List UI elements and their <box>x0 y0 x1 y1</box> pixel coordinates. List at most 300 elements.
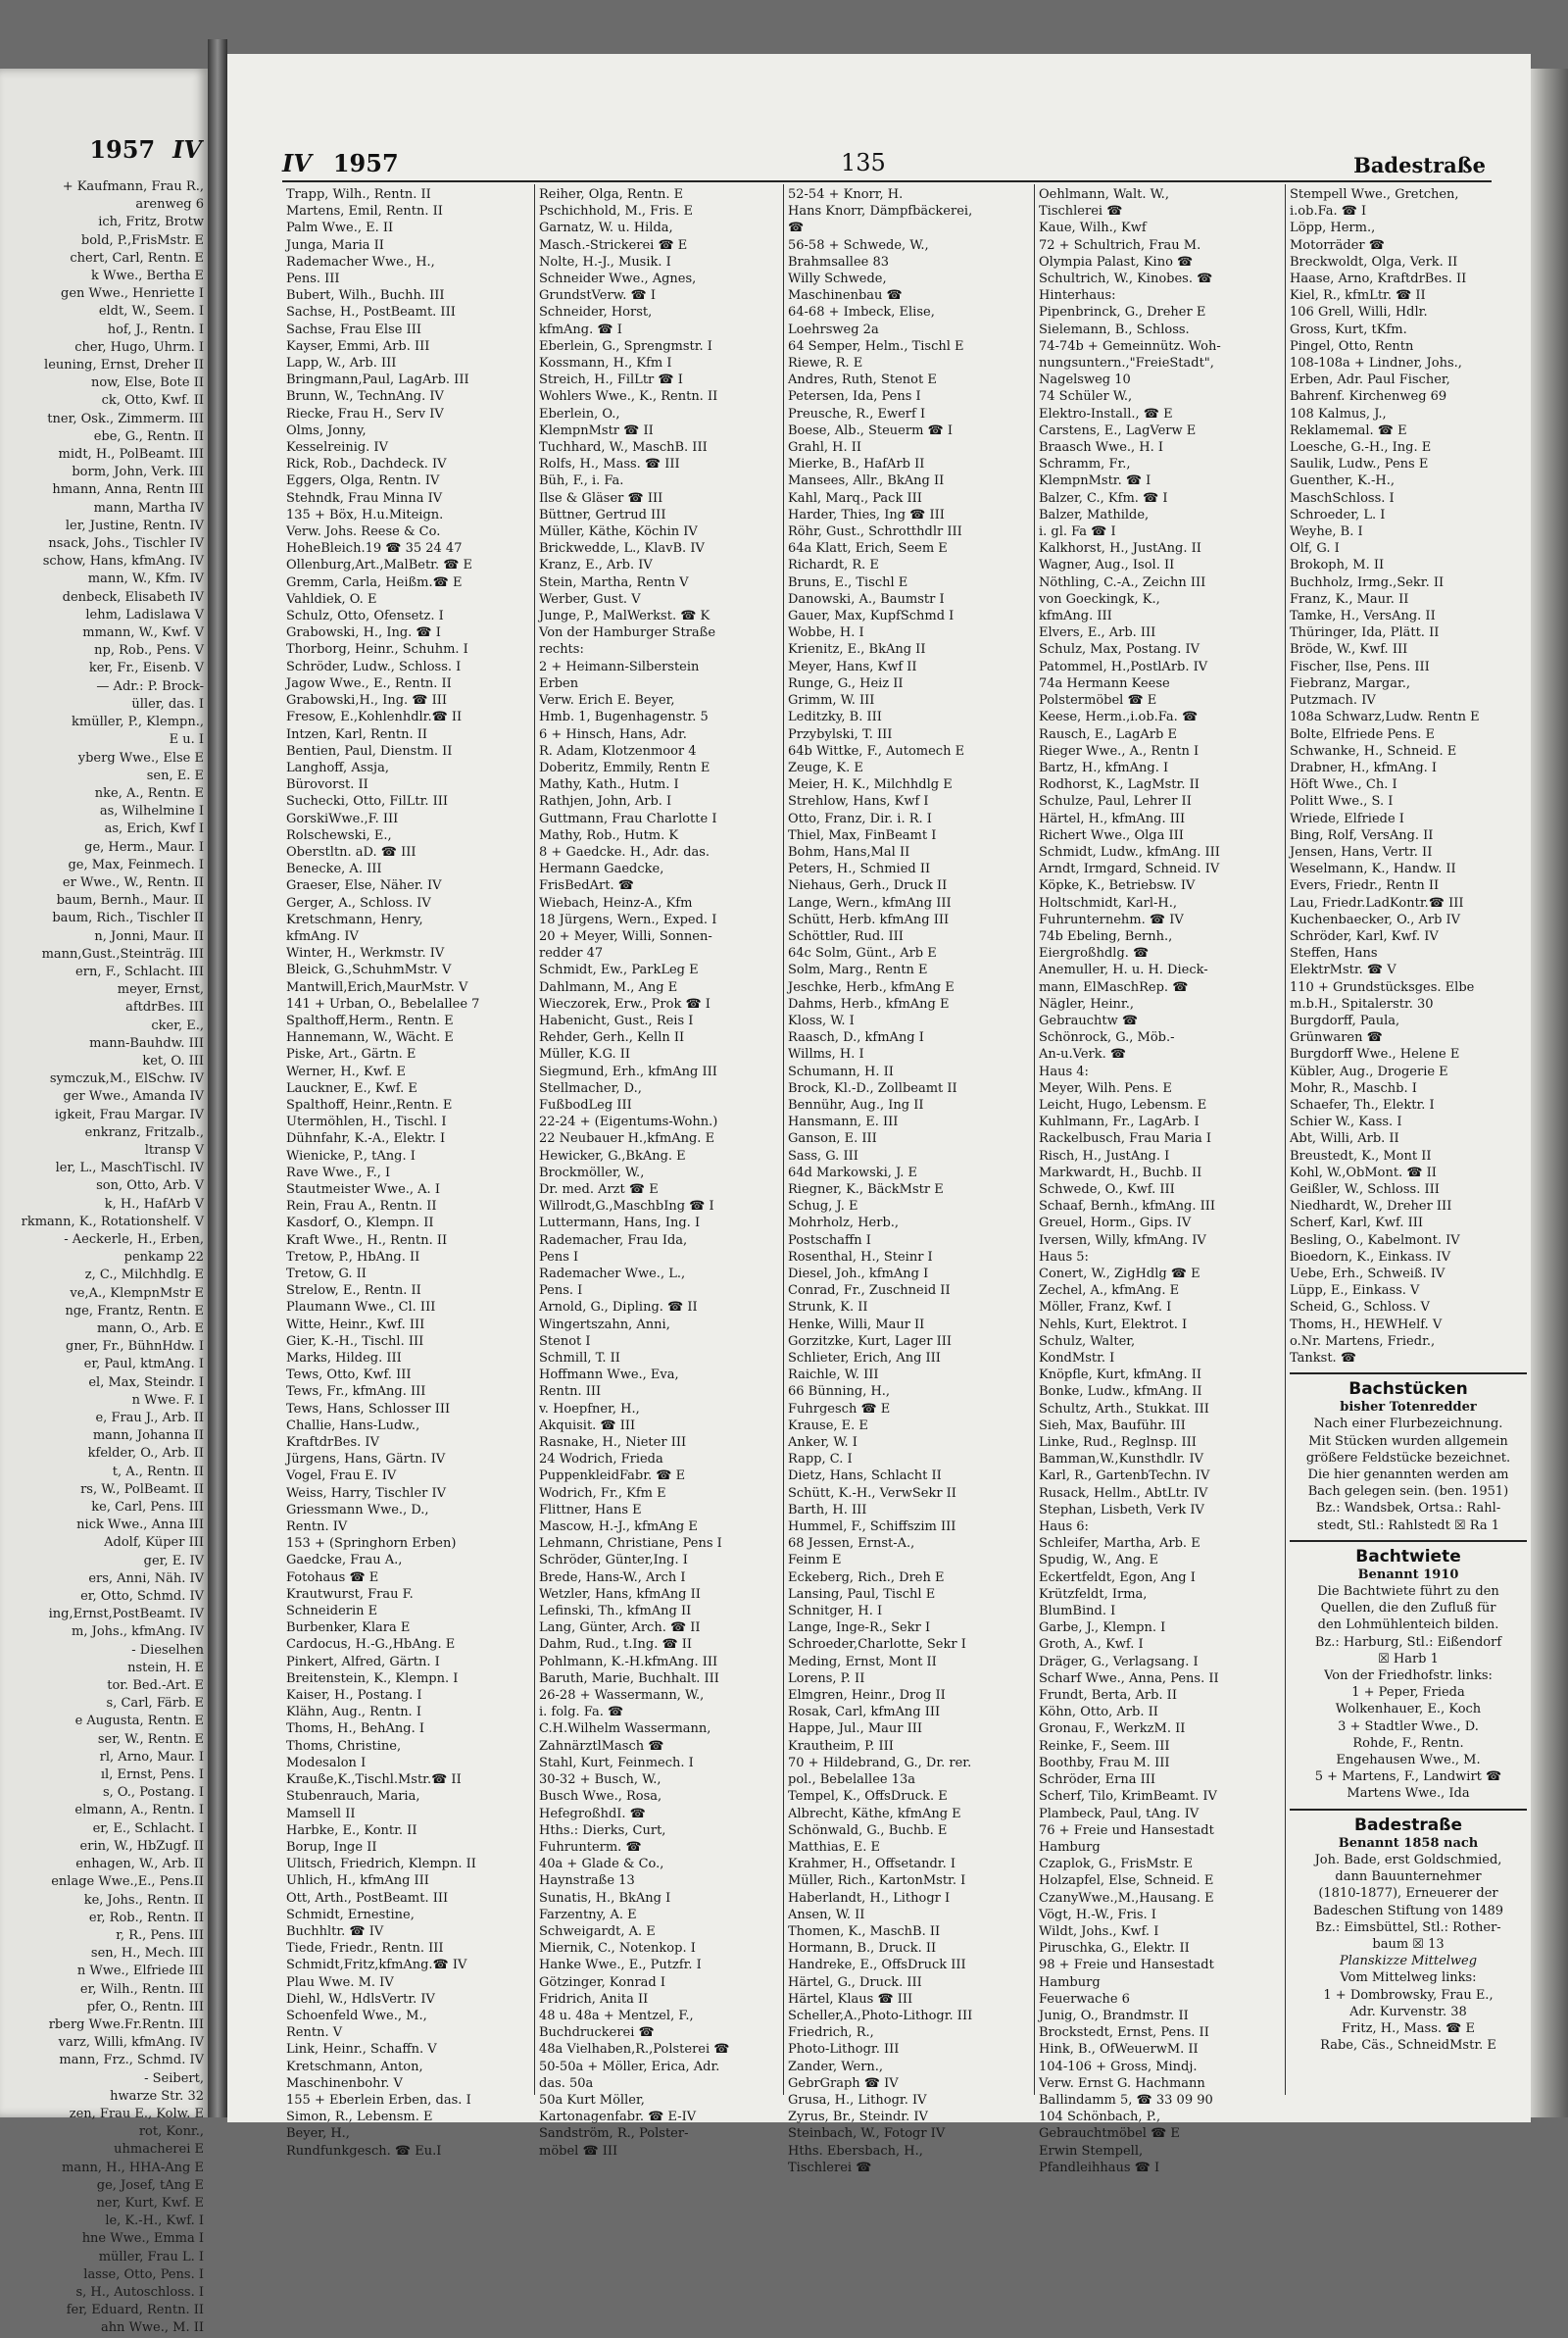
directory-entry: t, A., Rentn. II <box>112 1464 204 1479</box>
directory-entry: cher, Hugo, Uhrm. I <box>74 339 204 355</box>
directory-entry: Mierke, B., HafArb II <box>788 457 925 473</box>
section-title: Bachstücken <box>1290 1372 1527 1399</box>
directory-entry: Holtschmidt, Karl-H., <box>1039 895 1177 911</box>
directory-entry: Zander, Wern., <box>788 2059 884 2074</box>
directory-entry: Dräger, G., Verlagsang. I <box>1039 1654 1199 1669</box>
running-street-title: Badestraße <box>1353 153 1486 177</box>
directory-entry: Friedrich, R., <box>788 2025 874 2041</box>
directory-entry: Schmidt, Ludw., kfmAng. III <box>1039 844 1220 860</box>
directory-entry: pfer, O., Rentn. III <box>86 1999 204 2015</box>
directory-entry: Schulz, Max, Postang. IV <box>1039 642 1200 658</box>
directory-entry: Riegner, K., BäckMstr E <box>788 1181 944 1197</box>
directory-entry: Karl, R., GartenbTechn. IV <box>1039 1468 1210 1484</box>
directory-entry: Thoms, H., BehAng. I <box>286 1721 424 1737</box>
directory-entry: Eberlein, O., <box>539 406 620 422</box>
directory-entry: PuppenkleidFabr. ☎ E <box>539 1468 686 1484</box>
directory-entry: Scherf, Karl, Kwf. III <box>1290 1216 1424 1231</box>
directory-entry: rs, W., PolBeamt. II <box>80 1481 204 1497</box>
directory-entry: Grimm, W. III <box>788 693 875 709</box>
directory-entry: 26-28 + Wassermann, W., <box>539 1688 705 1704</box>
directory-entry: ahn Wwe., M. II <box>100 2320 204 2336</box>
directory-entry: Eggers, Olga, Rentn. IV <box>286 473 440 489</box>
directory-entry: Rademacher Wwe., H., <box>286 254 435 270</box>
directory-entry: Schumann, H. II <box>788 1064 894 1079</box>
directory-entry: 6 + Hinsch, Hans, Adr. <box>539 726 687 742</box>
directory-entry: Lüpp, E., Einkass. V <box>1290 1283 1420 1299</box>
directory-entry: Fischer, Ilse, Pens. III <box>1290 659 1430 674</box>
directory-entry: Zeuge, K. E <box>788 760 863 775</box>
directory-entry: mann,Gust.,Steinträg. III <box>41 946 204 962</box>
directory-entry: Richert Wwe., Olga III <box>1039 827 1184 843</box>
directory-entry: zen, Frau E., Kolw. E <box>69 2106 204 2121</box>
directory-entry: o.Nr. Martens, Friedr., <box>1290 1333 1436 1349</box>
directory-entry: hmann, Anna, Rentn III <box>52 482 204 498</box>
directory-entry: varz, Willi, kfmAng. IV <box>58 2035 204 2051</box>
section-line: Planskizze Mittelweg <box>1339 1954 1478 1969</box>
directory-entry: tor. Bed.-Art. E <box>107 1678 204 1694</box>
directory-entry: Handreke, E., OffsDruck III <box>788 1958 966 1973</box>
directory-entry: baum, Bernh., Maur. II <box>56 893 204 909</box>
directory-entry: chert, Carl, Rentn. E <box>70 250 204 266</box>
directory-entry: Oberstltn. aD. ☎ III <box>286 844 416 860</box>
directory-entry: Schröder, Ludw., Schloss. I <box>286 659 462 674</box>
directory-entry: Lange, Wern., kfmAng III <box>788 895 952 911</box>
directory-entry: Erwin Stempell, <box>1039 2143 1144 2159</box>
directory-entry: ElektrMstr. ☎ V <box>1290 963 1396 978</box>
directory-entry: Haberlandt, H., Lithogr I <box>788 1890 951 1906</box>
directory-entry: Brockmöller, W., <box>539 1165 645 1180</box>
directory-entry: Arndt, Irmgard, Schneid. IV <box>1039 862 1220 877</box>
directory-entry: - Dieselhen <box>131 1642 204 1658</box>
directory-entry: 104-106 + Gross, Mindj. <box>1039 2059 1198 2074</box>
directory-entry: GorskiWwe.,F. III <box>286 811 399 826</box>
directory-entry: Rapp, C. I <box>788 1452 853 1467</box>
directory-entry: Intzen, Karl, Rentn. II <box>286 726 427 742</box>
directory-entry: Tamke, H., VersAng. II <box>1290 609 1436 624</box>
directory-entry: Schönrock, G., Möb.- <box>1039 1030 1175 1046</box>
directory-entry: Meding, Ernst, Mont II <box>788 1654 937 1669</box>
directory-entry: Link, Heinr., Schaffn. V <box>286 2042 437 2058</box>
directory-entry: m.b.H., Spitalerstr. 30 <box>1290 996 1434 1012</box>
directory-entry: 74a Hermann Keese <box>1039 675 1170 691</box>
directory-entry: hwarze Str. 32 <box>110 2088 204 2104</box>
directory-entry: 48 u. 48a + Mentzel, F., <box>539 2008 694 2023</box>
directory-entry: arenweg 6 <box>135 197 204 213</box>
directory-entry: s, H., Autoschloss. I <box>75 2284 204 2300</box>
directory-entry: Stautmeister Wwe., A. I <box>286 1181 440 1197</box>
directory-entry: Strelow, E., Rentn. II <box>286 1283 421 1299</box>
directory-entry: 30-32 + Busch, W., <box>539 1772 662 1788</box>
directory-entry: Nehls, Kurt, Elektrot. I <box>1039 1317 1188 1332</box>
directory-entry: Boese, Alb., Steuerm ☎ I <box>788 423 953 438</box>
directory-entry: n, Jonni, Maur. II <box>94 928 204 944</box>
section-line: Von der Friedhofstr. links: <box>1324 1668 1493 1684</box>
directory-entry: enkranz, Fritzalb., <box>84 1124 204 1140</box>
directory-entry: Borup, Inge II <box>286 1839 377 1855</box>
directory-entry: Groth, A., Kwf. I <box>1039 1637 1144 1653</box>
directory-entry: Wetzler, Hans, kfmAng II <box>539 1586 701 1602</box>
directory-entry: 104 Schönbach, P., <box>1039 2110 1161 2125</box>
section-line: Joh. Bade, erst Goldschmied, <box>1314 1852 1502 1867</box>
directory-entry: Langhoff, Assja, <box>286 760 389 775</box>
directory-entry: Niehaus, Gerh., Druck II <box>788 878 948 894</box>
directory-entry: Bennühr, Aug., Ing II <box>788 1097 924 1113</box>
directory-entry: Dietz, Hans, Schlacht II <box>788 1468 942 1484</box>
directory-entry: Masch.-Strickerei ☎ E <box>539 237 688 253</box>
directory-entry: Hths. Ebersbach, H., <box>788 2143 923 2159</box>
directory-entry: lehm, Ladislawa V <box>85 607 204 622</box>
directory-entry: ZahnärztlMasch ☎ <box>539 1738 664 1754</box>
directory-entry: Schweigardt, A. E <box>539 1923 656 1939</box>
directory-entry: ebe, G., Rentn. II <box>93 428 204 444</box>
directory-entry: C.H.Wilhelm Wassermann, <box>539 1721 711 1737</box>
directory-entry: kfelder, O., Arb. II <box>87 1446 204 1462</box>
directory-entry: Pens. I <box>539 1283 583 1299</box>
directory-entry: Bürovorst. II <box>286 777 368 793</box>
directory-entry: Stempell Wwe., Gretchen, <box>1290 187 1459 202</box>
directory-entry: Modesalon I <box>286 1755 367 1770</box>
directory-entry: Raichle, W. III <box>788 1368 879 1383</box>
directory-entry: FußbodLeg III <box>539 1097 632 1113</box>
directory-entry: das. 50a <box>539 2075 594 2091</box>
left-page <box>0 69 208 2336</box>
directory-entry: Krahmer, H., Offsetandr. I <box>788 1857 956 1872</box>
directory-entry: Pens I <box>539 1249 579 1265</box>
directory-entry: Kretschmann, Henry, <box>286 912 423 927</box>
directory-entry: Ballindamm 5, ☎ 33 09 90 <box>1039 2092 1213 2108</box>
directory-entry: 20 + Meyer, Willi, Sonnen- <box>539 928 712 944</box>
directory-entry: borm, John, Verk. III <box>72 465 204 480</box>
directory-entry: Busch Wwe., Rosa, <box>539 1789 662 1805</box>
directory-entry: Gorzitzke, Kurt, Lager III <box>788 1333 952 1349</box>
directory-entry: enlage Wwe.,E., Pens.II <box>51 1874 204 1890</box>
directory-entry: Schmidt, Ew., ParkLeg E <box>539 963 699 978</box>
directory-entry: Buchholz, Irmg.,Sekr. II <box>1290 574 1445 590</box>
section-bachstuecken <box>1290 1372 1527 1534</box>
directory-entry: mann-Bauhdw. III <box>89 1035 204 1051</box>
directory-entry: Schroeder,Charlotte, Sekr I <box>788 1637 966 1653</box>
directory-entry: 64-68 + Imbeck, Elise, <box>788 305 935 321</box>
directory-entry: Tews, Otto, Kwf. III <box>286 1368 412 1383</box>
directory-entry: ge, Josef, tAng E <box>96 2177 204 2193</box>
directory-entry: Löpp, Herm., <box>1290 221 1376 236</box>
section-line: Wolkenhauer, E., Koch <box>1335 1702 1482 1717</box>
directory-entry: Baruth, Marie, Buchhalt. III <box>539 1670 719 1686</box>
directory-entry: mmann, W., Kwf. V <box>82 625 204 641</box>
directory-entry: Reiher, Olga, Rentn. E <box>539 187 684 202</box>
directory-entry: 98 + Freie und Hansestadt <box>1039 1958 1214 1973</box>
directory-entry: Grahl, H. II <box>788 440 862 456</box>
directory-entry: Ansen, W. II <box>788 1907 865 1922</box>
directory-entry: Scherf, Tilo, KrimBeamt. IV <box>1039 1789 1217 1805</box>
directory-entry: Patommel, H.,PostlArb. IV <box>1039 659 1208 674</box>
directory-entry: Mansees, Allr., BkAng II <box>788 473 945 489</box>
directory-entry: k Wwe., Bertha E <box>90 269 204 284</box>
directory-entry: Fuhrunterm. ☎ <box>539 1839 642 1855</box>
directory-entry: Garnatz, W. u. Hilda, <box>539 221 673 236</box>
section-line: größere Feldstücke bezeichnet. <box>1305 1450 1511 1466</box>
directory-entry: now, Else, Bote II <box>90 375 204 391</box>
directory-entry: Fresow, E.,Kohlenhdlr.☎ II <box>286 710 463 725</box>
section-line: Quellen, die den Zufluß für <box>1320 1601 1496 1617</box>
directory-entry: Thorborg, Heinr., Schuhm. I <box>286 642 468 658</box>
directory-entry: Mamsell II <box>286 1806 356 1821</box>
directory-entry: Cardocus, H.-G.,HbAng. E <box>286 1637 456 1653</box>
directory-entry: Spalthoff,Herm., Rentn. E <box>286 1013 454 1028</box>
directory-entry: Vahldiek, O. E <box>286 591 377 607</box>
section-title: Badestraße <box>1290 1809 1527 1835</box>
directory-entry: el, Max, Steindr. I <box>88 1374 204 1390</box>
section-line: Bz.: Wandsbek, Ortsa.: Rahl- <box>1315 1501 1501 1517</box>
directory-entry: KlempnMstr. ☎ I <box>1039 473 1152 489</box>
directory-entry: Kuhlmann, Fr., LagArb. I <box>1039 1115 1200 1130</box>
directory-entry: ke, Johs., Rentn. II <box>83 1892 204 1908</box>
directory-entry: er, Rob., Rentn. II <box>88 1910 204 1925</box>
directory-entry: Schier W., Kass. I <box>1290 1115 1402 1130</box>
directory-entry: Hannemann, W., Wächt. E <box>286 1030 454 1046</box>
directory-entry: Marks, Hildeg. III <box>286 1351 402 1367</box>
directory-entry: er Wwe., W., Rentn. II <box>62 874 204 890</box>
directory-entry: Kretschmann, Anton, <box>286 2059 423 2074</box>
directory-entry: Werber, Gust. V <box>539 591 641 607</box>
directory-entry: Olf, G. I <box>1290 541 1340 557</box>
section-bachtwiete <box>1290 1540 1527 1803</box>
directory-entry: Erben <box>539 675 579 691</box>
directory-entry: Gier, K.-H., Tischl. III <box>286 1333 424 1349</box>
directory-entry: Schütt, K.-H., VerwSekr II <box>788 1485 956 1501</box>
directory-entry: Rick, Rob., Dachdeck. IV <box>286 457 447 473</box>
directory-entry: Matthias, E. E <box>788 1839 880 1855</box>
directory-entry: Mohr, R., Maschb. I <box>1290 1080 1417 1096</box>
directory-entry: Spudig, W., Ang. E <box>1039 1553 1158 1568</box>
directory-entry: R. Adam, Klotzenmoor 4 <box>539 743 697 759</box>
directory-entry: Hink, B., OfWeuerwM. II <box>1039 2042 1199 2058</box>
directory-entry: Rosenthal, H., Steinr I <box>788 1249 933 1265</box>
directory-entry: Dahlmann, M., Ang E <box>539 979 678 995</box>
directory-entry: Dühnfahr, K.-A., Elektr. I <box>286 1131 446 1147</box>
directory-entry: rot, Konr., <box>138 2124 204 2140</box>
directory-entry: Schwede, O., Kwf. III <box>1039 1181 1175 1197</box>
directory-entry: GebrGraph ☎ IV <box>788 2075 899 2091</box>
directory-entry: Willy Schwede, <box>788 272 887 287</box>
section-line: Rohde, F., Rentn. <box>1352 1735 1464 1751</box>
directory-entry: Diehl, W., HdlsVertr. IV <box>286 1991 435 2007</box>
directory-entry: Weyhe, B. I <box>1290 524 1363 540</box>
directory-entry: mann, ElMaschRep. ☎ <box>1039 979 1189 995</box>
directory-entry: uhmacherei E <box>114 2142 204 2158</box>
page-number: 135 <box>841 149 886 176</box>
directory-entry: Nagelsweg 10 <box>1039 373 1131 388</box>
directory-entry: Mascow, H.-J., kfmAng E <box>539 1519 698 1535</box>
directory-entry: Grünwaren ☎ <box>1290 1030 1383 1046</box>
section-line: (1810-1877), Erneuerer der <box>1318 1886 1498 1902</box>
directory-entry: Gebrauchtw ☎ <box>1039 1013 1139 1028</box>
directory-entry: Kalkhorst, H., JustAng. II <box>1039 541 1201 557</box>
directory-entry: Guenther, K.-H., <box>1290 473 1396 489</box>
directory-entry: Müller, Käthe, Köchin IV <box>539 524 698 540</box>
directory-entry: Hermann Gaedcke, <box>539 862 664 877</box>
directory-entry: Evers, Friedr., Rentn II <box>1290 878 1440 894</box>
directory-entry: Schnitger, H. I <box>788 1604 883 1619</box>
directory-entry: Hmb. 1, Bugenhagenstr. 5 <box>539 710 709 725</box>
section-badestrasse <box>1290 1809 1527 2055</box>
directory-entry: Krützfeldt, Irma, <box>1039 1586 1148 1602</box>
directory-entry: Rolschewski, E., <box>286 827 392 843</box>
directory-entry: 110 + Grundstücksges. Elbe <box>1290 979 1475 995</box>
directory-entry: Köhn, Otto, Arb. II <box>1039 1705 1158 1720</box>
directory-entry: GrundstVerw. ☎ I <box>539 288 656 304</box>
directory-entry: Kossmann, H., Kfm I <box>539 356 672 372</box>
directory-entry: le, K.-H., Kwf. I <box>105 2214 204 2229</box>
directory-entry: Loesche, G.-H., Ing. E <box>1290 440 1432 456</box>
directory-entry: Tuchhard, W., MaschB. III <box>539 440 708 456</box>
directory-entry: Rosak, Carl, kfmAng III <box>788 1705 941 1720</box>
section-line: Bz.: Eimsbüttel, Stl.: Rother- <box>1315 1919 1501 1935</box>
directory-entry: Bruns, E., Tischl E <box>788 574 908 590</box>
directory-entry: Scharf Wwe., Anna, Pens. II <box>1039 1670 1219 1686</box>
section-line: Badeschen Stiftung von 1489 <box>1312 1903 1504 1918</box>
directory-entry: Holzapfel, Else, Schneid. E <box>1039 1873 1214 1889</box>
directory-entry: nstein, H. E <box>127 1660 204 1675</box>
directory-entry: ker, Fr., Eisenb. V <box>88 661 204 676</box>
directory-entry: 64d Markowski, J. E <box>788 1165 918 1180</box>
directory-entry: Trapp, Wilh., Rentn. II <box>286 187 431 202</box>
section-line: baum ☒ 13 <box>1372 1936 1445 1952</box>
directory-entry: Pschichhold, M., Fris. E <box>539 204 694 220</box>
directory-entry: Lehmann, Christiane, Pens I <box>539 1536 722 1552</box>
directory-entry: ern, F., Schlacht. III <box>75 964 204 979</box>
directory-entry: Jeschke, Herb., kfmAng E <box>788 979 955 995</box>
directory-entry: Solm, Marg., Rentn E <box>788 963 928 978</box>
directory-entry: Feuerwache 6 <box>1039 1991 1130 2007</box>
directory-entry: Tews, Fr., kfmAng. III <box>286 1384 426 1400</box>
section-line: Mit Stücken wurden allgemein <box>1308 1433 1508 1449</box>
directory-entry: gner, Fr., BühnHdw. I <box>66 1339 204 1355</box>
directory-entry: Wiebach, Heinz-A., Kfm <box>539 895 693 911</box>
directory-entry: Loehrsweg 2a <box>788 322 879 337</box>
directory-entry: Bohm, Hans,Mal II <box>788 844 910 860</box>
directory-entry: Pinkert, Alfred, Gärtn. I <box>286 1654 440 1669</box>
directory-entry: Lange, Inge-R., Sekr I <box>788 1620 931 1636</box>
directory-entry: Bartz, H., kfmAng. I <box>1039 760 1169 775</box>
directory-entry: sen, H., Mech. III <box>90 1946 204 1962</box>
directory-entry: ner, Kurt, Kwf. E <box>96 2195 204 2211</box>
directory-entry: Risch, H., JustAng. I <box>1039 1148 1170 1164</box>
directory-entry: Palm Wwe., E. II <box>286 221 394 236</box>
directory-entry: nke, A., Rentn. E <box>94 785 204 801</box>
directory-entry: s, Carl, Färb. E <box>106 1696 204 1712</box>
directory-entry: 155 + Eberlein Erben, das. I <box>286 2092 471 2108</box>
directory-entry: Leicht, Hugo, Lebensm. E <box>1039 1097 1207 1113</box>
directory-entry: Saulik, Ludw., Pens E <box>1290 457 1429 473</box>
directory-entry: Olympia Palast, Kino ☎ <box>1039 254 1194 270</box>
directory-entry: Besling, O., Kabelmont. IV <box>1290 1232 1460 1248</box>
directory-entry: Nolte, H.-J., Musik. I <box>539 254 671 270</box>
directory-entry: Kübler, Aug., Drogerie E <box>1290 1064 1448 1079</box>
directory-entry: Carstens, E., LagVerw E <box>1039 423 1197 438</box>
directory-entry: Putzmach. IV <box>1290 693 1376 709</box>
directory-entry: KondMstr. I <box>1039 1351 1115 1367</box>
directory-entry: n Wwe. F. I <box>131 1392 204 1408</box>
directory-entry: Richardt, R. E <box>788 558 879 573</box>
directory-entry: Brunn, W., TechnAng. IV <box>286 389 444 405</box>
section-line: Die Bachtwiete führt zu den <box>1317 1584 1499 1600</box>
directory-entry: Niedhardt, W., Dreher III <box>1290 1199 1452 1215</box>
directory-entry: enhagen, W., Arb. II <box>75 1857 204 1872</box>
directory-entry: Schneider, Horst, <box>539 305 653 321</box>
directory-entry: nungsuntern.,"FreieStadt", <box>1039 356 1214 372</box>
directory-entry: Lau, Friedr.LadKontr.☎ III <box>1290 895 1464 911</box>
directory-entry: e, Frau J., Arb. II <box>95 1411 204 1426</box>
directory-entry: ge, Max, Feinmech. I <box>68 857 204 872</box>
directory-entry: Iversen, Willy, kfmAng. IV <box>1039 1232 1206 1248</box>
directory-entry: E u. I <box>169 732 204 748</box>
directory-entry: Gronau, F., WerkzM. II <box>1039 1721 1186 1737</box>
directory-entry: Photo-Lithogr. III <box>788 2042 900 2058</box>
directory-entry: Fridrich, Anita II <box>539 1991 649 2007</box>
directory-entry: Härtel, H., kfmAng. III <box>1039 811 1186 826</box>
directory-entry: ich, Fritz, Brotw <box>98 215 204 230</box>
directory-entry: Stellmacher, D., <box>539 1080 642 1096</box>
directory-entry: Knöpfle, Kurt, kfmAng. II <box>1039 1368 1201 1383</box>
directory-entry: Czaplok, G., FrisMstr. E <box>1039 1857 1194 1872</box>
directory-entry: Thiel, Max, FinBeamt I <box>788 827 937 843</box>
directory-entry: Schönwald, G., Buchb. E <box>788 1822 948 1838</box>
directory-entry: Motorräder ☎ <box>1290 237 1385 253</box>
book-gutter <box>208 39 227 2117</box>
directory-entry: fer, Eduard, Rentn. II <box>66 2303 204 2318</box>
directory-entry: Peters, H., Schmied II <box>788 862 931 877</box>
directory-entry: Bioedorn, K., Einkass. IV <box>1290 1249 1451 1265</box>
directory-entry: Büttner, Gertrud III <box>539 507 666 522</box>
directory-entry: Jensen, Hans, Vertr. II <box>1290 844 1433 860</box>
directory-entry: Kaiser, H., Postang. I <box>286 1688 422 1704</box>
directory-entry: gen Wwe., Henriette I <box>61 286 204 302</box>
directory-entry: Kranz, E., Arb. IV <box>539 558 653 573</box>
directory-entry: Conrad, Fr., Zuschneid II <box>788 1283 951 1299</box>
directory-entry: Feinm E <box>788 1553 842 1568</box>
directory-entry: Leditzky, B. III <box>788 710 882 725</box>
directory-entry: Lorens, P. II <box>788 1670 865 1686</box>
section-lines <box>1290 1416 1527 1533</box>
directory-entry: Ulitsch, Friedrich, Klempn. II <box>286 1857 476 1872</box>
directory-entry: Miernik, C., Notenkop. I <box>539 1941 696 1957</box>
directory-entry: Schütt, Herb. kfmAng III <box>788 912 950 927</box>
directory-entry: Rentn. V <box>286 2025 343 2041</box>
directory-entry: ck, Otto, Kwf. II <box>101 393 204 409</box>
directory-entry: leuning, Ernst, Dreher II <box>44 358 204 373</box>
directory-entry: Tretow, P., HbAng. II <box>286 1249 420 1265</box>
directory-entry: Rentn. III <box>539 1384 602 1400</box>
directory-entry: Krauße,K.,Tischl.Mstr.☎ II <box>286 1772 462 1788</box>
directory-entry: Wildt, Johs., Kwf. I <box>1039 1923 1159 1939</box>
directory-entry: 106 Grell, Willi, Hdlr. <box>1290 305 1428 321</box>
directory-entry: 72 + Schultrich, Frau M. <box>1039 237 1201 253</box>
directory-entry: Thoms, H., HEWHelf. V <box>1290 1317 1443 1332</box>
directory-entry: Schmidt,Fritz,kfmAng.☎ IV <box>286 1958 467 1973</box>
directory-entry: eldt, W., Seem. I <box>98 304 204 320</box>
directory-entry: mann, Johanna II <box>92 1428 204 1444</box>
directory-entry: möbel ☎ III <box>539 2143 618 2159</box>
directory-entry: Hewicker, G.,BkAng. E <box>539 1148 686 1164</box>
directory-entry: Hormann, B., Druck. II <box>788 1941 937 1957</box>
directory-entry: Sachse, Frau Else III <box>286 322 421 337</box>
directory-entry: Tiede, Friedr., Rentn. III <box>286 1941 444 1957</box>
directory-entry: Ganson, E. III <box>788 1131 877 1147</box>
directory-entry: Witte, Heinr., Kwf. III <box>286 1317 425 1332</box>
directory-entry: Schultz, Arth., Stukkat. III <box>1039 1401 1209 1417</box>
directory-entry: Pipenbrinck, G., Dreher E <box>1039 305 1206 321</box>
